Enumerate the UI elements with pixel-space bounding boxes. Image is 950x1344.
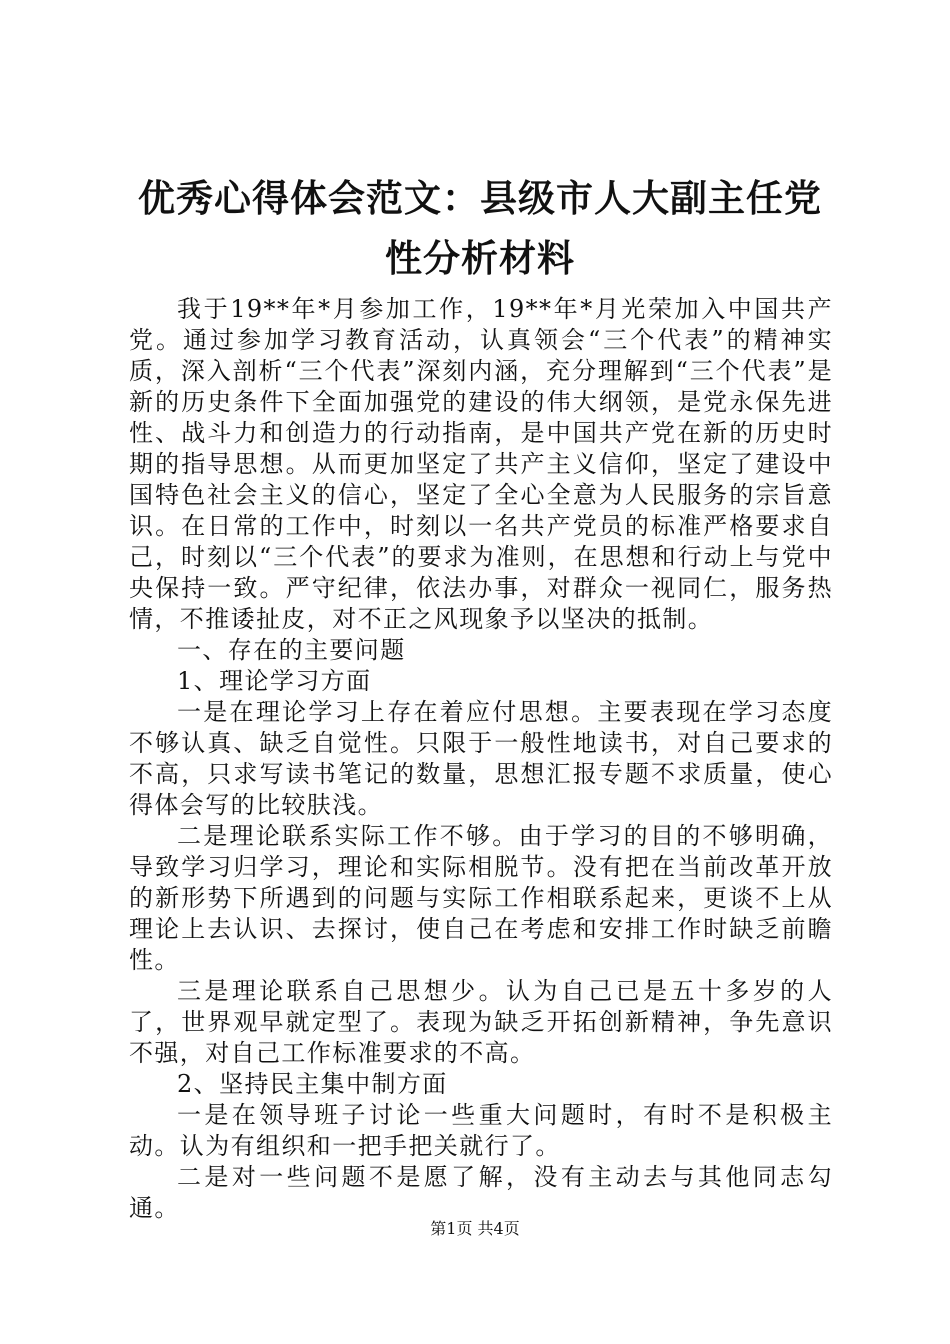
paragraph-intro: 我于19**年*月参加工作，19**年*月光荣加入中国共产党。通过参加学习教育活动，认真领会“三个代表”的精神实质，深入剖析“三个代表”深刻内涵，充分理解到“三个代表”是新的历史条件下全面加强党的建设的伟大纲领，是党永保先进性、战斗力和创造力的行动指南，是中国共产党在新的历史时期的指导思想。从而更加坚定了共产主义信仰，坚定了建设中国特色社会主义的信心，坚定了全心全意为人民服务的宗旨意识。在日常的工作中，时刻以一名共产党员的标准严格要求自己，时刻以“三个代表”的要求为准则，在思想和行动上与党中央保持一致。严守纪律，依法办事，对群众一视同仁，服务热情，不推诿扯皮，对不正之风现象予以坚决的抵制。 bbox=[129, 295, 833, 633]
document-body bbox=[129, 294, 833, 1224]
document-title: 优秀心得体会范文：县级市人大副主任党性分析材料 bbox=[138, 176, 822, 280]
section-heading-main-problems: 一、存在的主要问题 bbox=[177, 636, 406, 664]
paragraph-theory-point-2: 二是理论联系实际工作不够。由于学习的目的不够明确，导致学习归学习，理论和实际相脱节。没有把在当前改革开放的新形势下所遇到的问题与实际工作相联系起来，更谈不上从理论上去认识、去探讨，使自己在考虑和安排工作时缺乏前瞻性。 bbox=[129, 822, 833, 974]
page-number-footer: 第1页 共4页 bbox=[430, 1219, 520, 1238]
subsection-heading-democratic-centralism: 2、坚持民主集中制方面 bbox=[177, 1070, 448, 1098]
paragraph-theory-point-1: 一是在理论学习上存在着应付思想。主要表现在学习态度不够认真、缺乏自觉性。只限于一般性地读书，对自己要求的不高，只求写读书笔记的数量，思想汇报专题不求质量，使心得体会写的比较肤浅。 bbox=[129, 698, 833, 819]
paragraph-democracy-point-1: 一是在领导班子讨论一些重大问题时，有时不是积极主动。认为有组织和一把手把关就行了。 bbox=[129, 1101, 833, 1160]
subsection-heading-theory-study: 1、理论学习方面 bbox=[177, 667, 372, 695]
paragraph-theory-point-3: 三是理论联系自己思想少。认为自己已是五十多岁的人了，世界观早就定型了。表现为缺乏开拓创新精神，争先意识不强，对自己工作标准要求的不高。 bbox=[129, 977, 833, 1067]
paragraph-democracy-point-2: 二是对一些问题不是愿了解，没有主动去与其他同志勾通。 bbox=[129, 1163, 833, 1222]
